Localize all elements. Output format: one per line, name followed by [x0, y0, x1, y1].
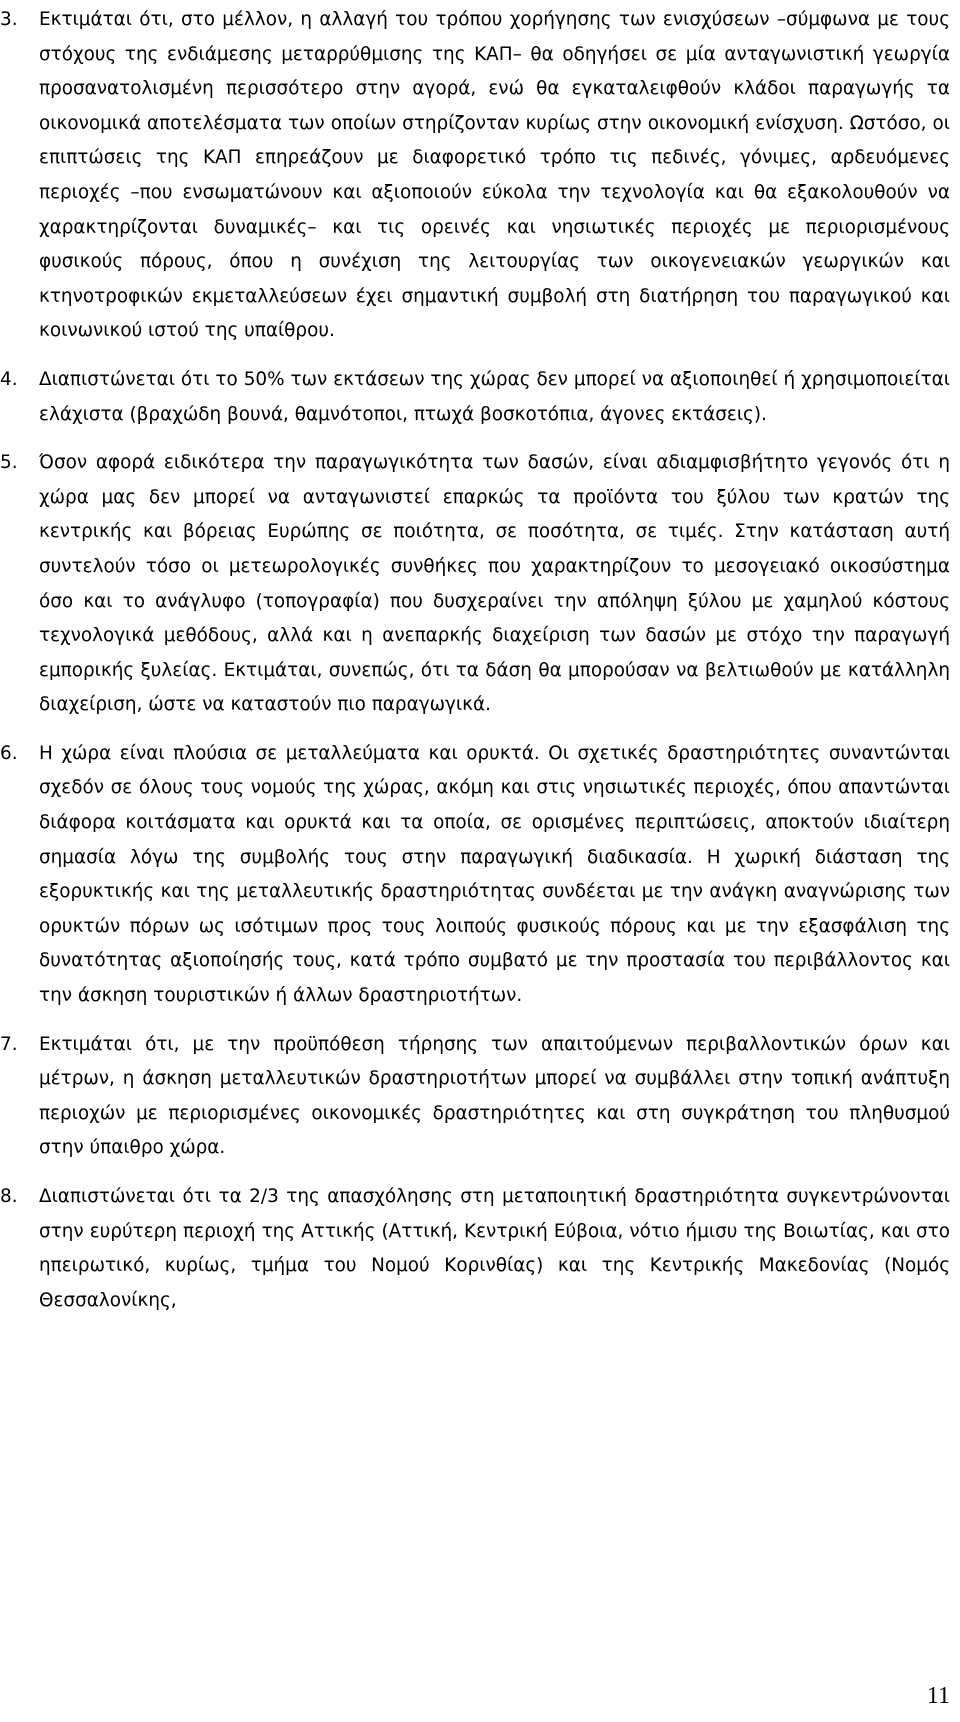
- item-text: Διαπιστώνεται ότι το 50% των εκτάσεων της χώρας δεν μπορεί να αξιοποιηθεί ή χρησιμοποιείται ελάχιστα (βραχώδη βουνά, θαμνότοποι, πτωχά βοσκοτόπια, άγονες εκτάσεις).: [39, 368, 950, 425]
- item-number: 4.: [0, 368, 18, 390]
- item-number: 7.: [0, 1033, 18, 1055]
- item-number: 3.: [0, 9, 18, 30]
- page-number: 11: [926, 1683, 950, 1709]
- item-text: Όσον αφορά ειδικότερα την παραγωγικότητα των δασών, είναι αδιαμφισβήτητο γεγονός ότι η χώρα μας δεν μπορεί να ανταγωνιστεί επαρκώς τα προϊόντα του ξύλου των κρατών της κεντρικής και βόρειας Ευρώπης σε ποιότητα, σε ποσότητα, σε τιμές. Στην κατάσταση αυτή συντελούν τόσο οι μετεωρολογικές συνθήκες που χαρακτηρίζουν το μεσογειακό οικοσύστημα όσο και το ανάγλυφο (τοπογραφία) που δυσχεραίνει την απόληψη ξύλου με χαμηλού κόστους τεχνολογικά μεθόδους, αλλά και η ανεπαρκής διαχείριση των δασών με στόχο την παραγωγή εμπορικής ξυλείας. Εκτιμάται, συνεπώς, ότι τα δάση θα μπορούσαν να βελτιωθούν με κατάλληλη διαχείριση, ώστε να καταστούν πιο παραγωγικά.: [39, 452, 950, 716]
- list-item-4: [0, 363, 960, 432]
- list-item-6: [0, 737, 960, 1014]
- list-item-8: [0, 1180, 960, 1318]
- list-item-5: [0, 446, 960, 723]
- item-text: Διαπιστώνεται ότι τα 2/3 της απασχόλησης στη μεταποιητική δραστηριότητα συγκεντρώνονται στην ευρύτερη περιοχή της Αττικής (Αττική, Κεντρική Εύβοια, νότιο ήμισυ της Βοιωτίας, και στο ηπειρωτικό, κυρίως, τμήμα του Νομού Κορινθίας) και της Κεντρικής Μακεδονίας (Νομός Θεσσαλονίκης,: [39, 1186, 950, 1311]
- item-number: 8.: [0, 1186, 18, 1207]
- item-text: Εκτιμάται ότι, με την προϋπόθεση τήρησης των απαιτούμενων περιβαλλοντικών όρων και μέτρων, η άσκηση μεταλλευτικών δραστηριοτήτων μπορεί να συμβάλλει στην τοπική ανάπτυξη περιοχών με περιορισμένες οικονομικές δραστηριότητες και στη συγκράτηση του πληθυσμού στην ύπαιθρο χώρα.: [39, 1033, 950, 1159]
- list-item-3: [0, 3, 960, 349]
- item-text: Εκτιμάται ότι, στο μέλλον, η αλλαγή του τρόπου χορήγησης των ενισχύσεων –σύμφωνα με τους στόχους της ενδιάμεσης μεταρρύθμισης της ΚΑΠ– θα οδηγήσει σε μία ανταγωνιστική γεωργία προσανατολισμένη περισσότερο στην αγορά, ενώ θα εγκαταλειφθούν κλάδοι παραγωγής τα οικονομικά αποτελέσματα των οποίων στηρίζονταν κυρίως στην οικονομική ενίσχυση. Ωστόσο, οι επιπτώσεις της ΚΑΠ επηρεάζουν με διαφορετικό τρόπο τις πεδινές, γόνιμες, αρδευόμενες περιοχές –που ενσωματώνουν και αξιοποιούν εύκολα την τεχνολογία και θα εξακολουθούν να χαρακτηρίζονται δυναμικές– και τις ορεινές και νησιωτικές περιοχές με περιορισμένους φυσικούς πόρους, όπου η συνέχιση της λειτουργίας των οικογενειακών γεωργικών και κτηνοτροφικών εκμεταλλεύσεων έχει σημαντική συμβολή στη διατήρηση του παραγωγικού και κοινωνικού ιστού της υπαίθρου.: [39, 9, 950, 342]
- item-number: 5.: [0, 452, 18, 474]
- numbered-list: [0, 3, 960, 1332]
- list-item-7: [0, 1028, 960, 1166]
- item-text: Η χώρα είναι πλούσια σε μεταλλεύματα και ορυκτά. Οι σχετικές δραστηριότητες συναντώνται σχεδόν σε όλους τους νομούς της χώρας, ακόμη και στις νησιωτικές περιοχές, όπου απαντώνται διάφορα κοιτάσματα και ορυκτά και τα οποία, σε ορισμένες περιπτώσεις, αποκτούν ιδιαίτερη σημασία λόγω της συμβολής τους στην παραγωγική διαδικασία. Η χωρική διάσταση της εξορυκτικής και της μεταλλευτικής δραστηριότητας συνδέεται με την ανάγκη αναγνώρισης των ορυκτών πόρων ως ισότιμων προς τους λοιπούς φυσικούς πόρους και με την εξασφάλιση της δυνατότητας αξιοποίησής τους, κατά τρόπο συμβατό με την προστασία του περιβάλλοντος και την άσκηση τουριστικών ή άλλων δραστηριοτήτων.: [39, 742, 950, 1007]
- item-number: 6.: [0, 742, 18, 764]
